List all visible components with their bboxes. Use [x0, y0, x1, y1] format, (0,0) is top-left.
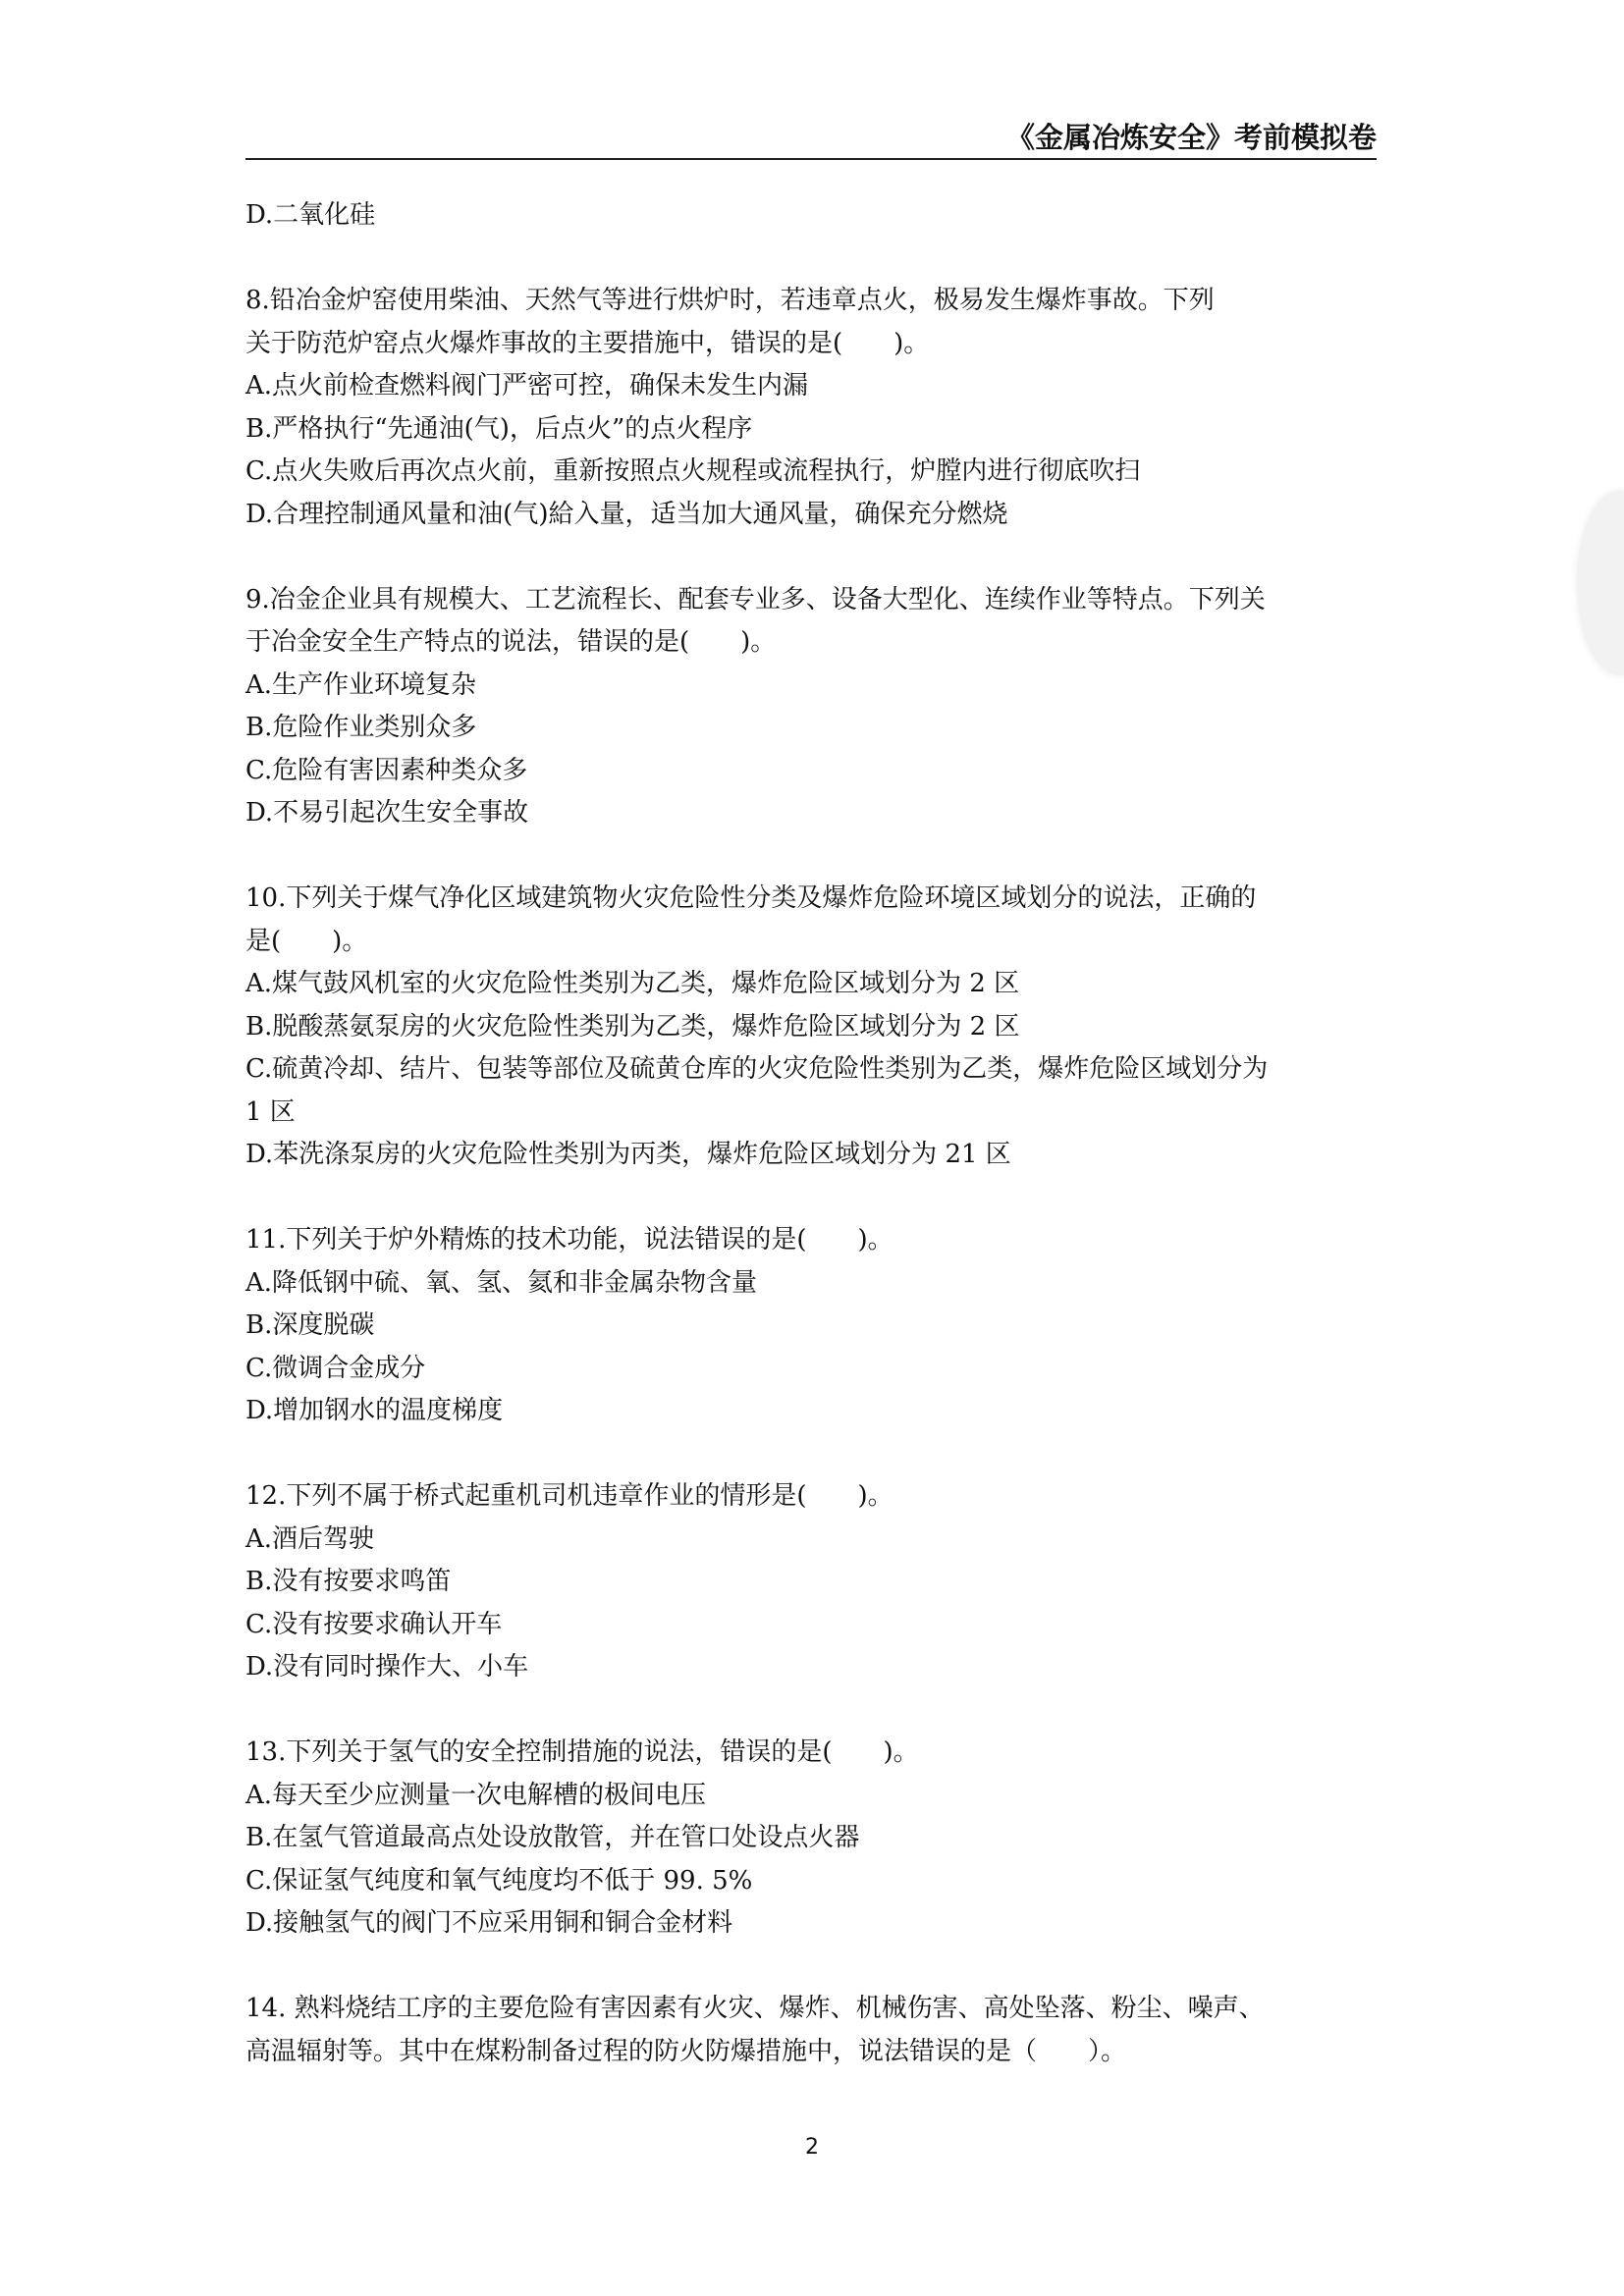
question-12	[245, 1475, 1384, 1689]
question-stem-line: 10.下列关于煤气净化区域建筑物火灾危险性分类及爆炸危险环境区域划分的说法，正确的	[245, 883, 1257, 913]
question-spacer	[245, 835, 1384, 879]
question-stem-line: 14. 熟料烧结工序的主要危险有害因素有火灾、爆炸、机械伤害、高处坠落、粉尘、噪声、	[245, 1994, 1265, 2023]
question-9	[245, 579, 1384, 835]
option-d: D.增加钢水的温度梯度	[245, 1396, 504, 1425]
page-number: 2	[805, 2135, 819, 2160]
option-b: B.在氢气管道最高点处设放散管，并在管口处设点火器	[245, 1823, 860, 1852]
option-a: A.煤气鼓风机室的火灾危险性类别为乙类，爆炸危险区域划分为 2 区	[245, 969, 1020, 998]
question-10	[245, 878, 1384, 1177]
option-a: A.降低钢中硫、氧、氢、氦和非金属杂物含量	[245, 1267, 758, 1298]
option-a: A.酒后驾驶	[245, 1523, 375, 1554]
option-c: C.危险有害因素种类众多	[245, 755, 528, 785]
option-b: B.没有按要求鸣笛	[245, 1567, 452, 1596]
question-stem-line: 12.下列不属于桥式起重机司机违章作业的情形是( )。	[245, 1481, 893, 1511]
option-c: C.保证氢气纯度和氧气纯度均不低于 99. 5%	[245, 1865, 753, 1896]
option-line: D.二氧化硅	[245, 200, 376, 230]
option-c: C.硫黄冷却、结片、包装等部位及硫黄仓库的火灾危险性类别为乙类，爆炸危险区域划分为	[245, 1054, 1269, 1084]
option-d: D.合理控制通风量和油(气)給入量，适当加大通风量，确保充分燃烧	[245, 499, 1008, 529]
document-header-title: 《金属冶炼安全》考前模拟卷	[1005, 121, 1377, 154]
question-13	[245, 1732, 1384, 1946]
option-b: B.脱酸蒸氨泵房的火灾危险性类别为乙类，爆炸危险区域划分为 2 区	[245, 1011, 1020, 1041]
question-spacer	[245, 238, 1384, 281]
question-spacer	[245, 1177, 1384, 1220]
header-divider	[245, 158, 1377, 160]
question-stem-line: 9.冶金企业具有规模大、工艺流程长、配套专业多、设备大型化、连续作业等特点。下列关	[245, 584, 1266, 614]
option-d: D.不易引起次生安全事故	[245, 798, 529, 828]
option-b: B.严格执行“先通油(气)，后点火”的点火程序	[245, 413, 753, 444]
question-stem-line: 关于防范炉窑点火爆炸事故的主要措施中，错误的是( )。	[245, 328, 930, 358]
question-spacer	[245, 1946, 1384, 1989]
question-stem-line: 于冶金安全生产特点的说法，错误的是( )。	[245, 627, 777, 657]
question-list	[245, 194, 1384, 2073]
option-b: B.危险作业类别众多	[245, 713, 477, 742]
option-a: A.每天至少应测量一次电解槽的极间电压	[245, 1780, 707, 1810]
question-stem-line: 8.铅冶金炉窑使用柴油、天然气等进行烘炉时，若违章点火，极易发生爆炸事故。下列	[245, 286, 1215, 315]
question-14	[245, 1988, 1384, 2073]
option-a: A.点火前检查燃料阀门严密可控，确保未发生内漏	[245, 371, 809, 400]
option-a: A.生产作业环境复杂	[245, 669, 477, 700]
question-stem-line: 高温辐射等。其中在煤粉制备过程的防火防爆措施中，说法错误的是（ ）。	[245, 2036, 1127, 2066]
option-d: D.接触氢气的阀门不应采用铜和铜合金材料	[245, 1908, 733, 1938]
option-c-continued: 1 区	[245, 1096, 296, 1127]
question-7-tail	[245, 194, 1384, 238]
question-stem-line: 11.下列关于炉外精炼的技术功能，说法错误的是( )。	[245, 1225, 893, 1255]
option-c: C.微调合金成分	[245, 1353, 426, 1383]
question-11	[245, 1219, 1384, 1433]
option-c: C.点火失败后再次点火前，重新按照点火规程或流程执行，炉膛内进行彻底吹扫	[245, 456, 1141, 486]
option-d: D.没有同时操作大、小车	[245, 1652, 529, 1682]
side-scroll-handle[interactable]	[1577, 491, 1624, 675]
option-c: C.没有按要求确认开车	[245, 1609, 503, 1639]
question-stem-line: 是( )。	[245, 926, 368, 956]
question-spacer	[245, 536, 1384, 579]
question-spacer	[245, 1433, 1384, 1476]
question-spacer	[245, 1689, 1384, 1733]
option-d: D.苯洗涤泵房的火灾危险性类别为丙类，爆炸危险区域划分为 21 区	[245, 1140, 1011, 1169]
question-stem-line: 13.下列关于氢气的安全控制措施的说法，错误的是( )。	[245, 1737, 919, 1767]
option-b: B.深度脱碳	[245, 1310, 375, 1340]
question-8	[245, 280, 1384, 536]
